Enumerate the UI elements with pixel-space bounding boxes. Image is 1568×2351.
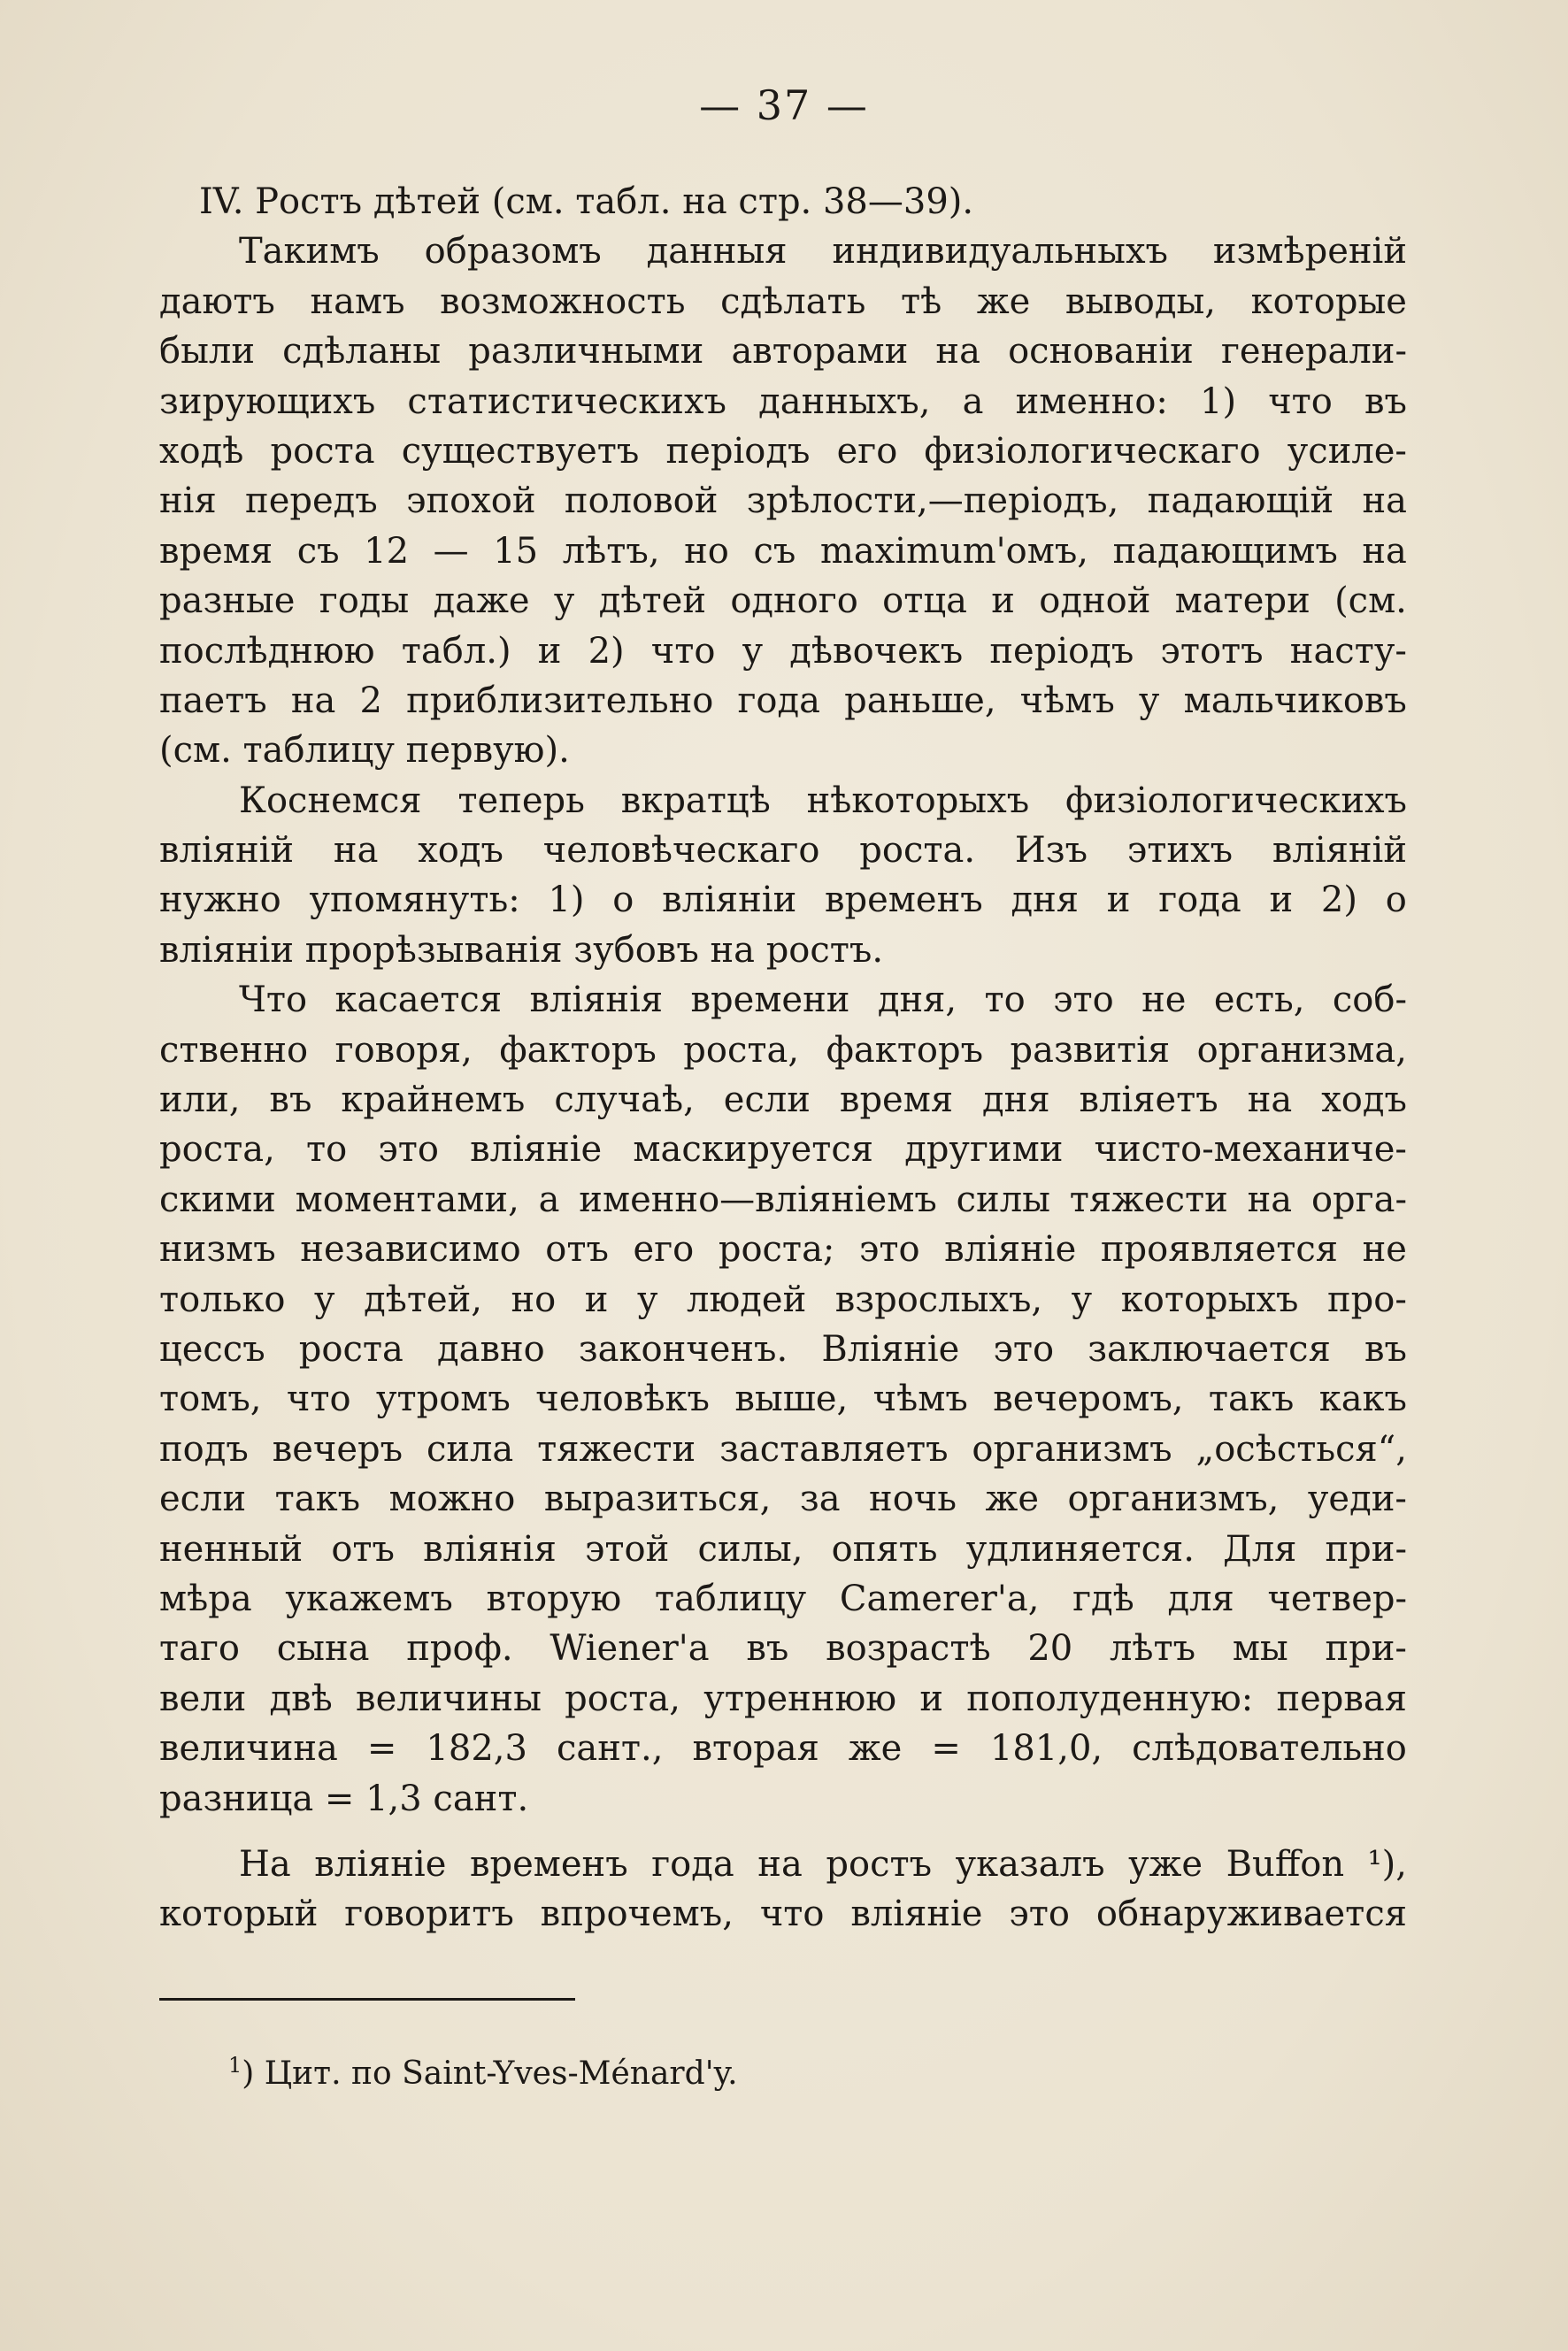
text-line: цессъ роста давно законченъ. Вліяніе это заключается въ bbox=[159, 1328, 1407, 1370]
text-line: низмъ независимо отъ его роста; это вліяніе проявляется не bbox=[159, 1229, 1407, 1271]
text-line: На вліяніе временъ года на ростъ указалъ уже Buffon ¹), bbox=[239, 1843, 1407, 1885]
footnote-text: ) Цит. по Saint-Yves-Ménard'y. bbox=[242, 2055, 738, 2092]
text-line: нія передъ эпохой половой зрѣлости,—періодъ, падающій на bbox=[159, 480, 1407, 522]
text-line: разные годы даже у дѣтей одного отца и одной матери (см. bbox=[159, 580, 1407, 622]
text-line: ненный отъ вліянія этой силы, опять удлиняется. Для при- bbox=[159, 1528, 1407, 1570]
text-line: послѣднюю табл.) и 2) что у дѣвочекъ періодъ этотъ насту- bbox=[159, 630, 1407, 672]
text-line: вліяніи прорѣзыванія зубовъ на ростъ. bbox=[159, 929, 884, 971]
text-line: паетъ на 2 приблизительно года раньше, чѣмъ у мальчиковъ bbox=[159, 680, 1407, 721]
footnote bbox=[228, 2053, 738, 2092]
text-line: нужно упомянуть: 1) о вліяніи временъ дня и года и 2) о bbox=[159, 880, 1407, 921]
text-line: роста, то это вліяніе маскируется другими чисто-механиче- bbox=[159, 1129, 1407, 1171]
text-line: зирующихъ статистическихъ данныхъ, а именно: 1) что въ bbox=[159, 380, 1407, 422]
text-line: если такъ можно выразиться, за ночь же организмъ, уеди- bbox=[159, 1479, 1407, 1520]
text-line: разница = 1,3 сант. bbox=[159, 1778, 529, 1819]
text-line: скими моментами, а именно—вліяніемъ силы тяжести на орга- bbox=[159, 1179, 1407, 1220]
text-line: который говоритъ впрочемъ, что вліяніе это обнаруживается bbox=[159, 1894, 1407, 1935]
text-line: томъ, что утромъ человѣкъ выше, чѣмъ вечеромъ, такъ какъ bbox=[159, 1379, 1407, 1420]
footnote-divider bbox=[159, 1998, 575, 2001]
text-line: вели двѣ величины роста, утреннюю и пополуденную: первая bbox=[159, 1678, 1407, 1719]
text-line: мѣра укажемъ вторую таблицу Camerer'a, гдѣ для четвер- bbox=[159, 1578, 1407, 1619]
text-line: время съ 12 — 15 лѣтъ, но съ maximum'омъ, падающимъ на bbox=[159, 530, 1407, 572]
text-line: (см. таблицу первую). bbox=[159, 730, 570, 772]
text-line: были сдѣланы различными авторами на основаніи генерали- bbox=[159, 331, 1407, 373]
text-line: Коснемся теперь вкратцѣ нѣкоторыхъ физіологическихъ bbox=[239, 780, 1407, 821]
text-line: величина = 182,3 сант., вторая же = 181,0, слѣдовательно bbox=[159, 1728, 1407, 1770]
text-line: вліяній на ходъ человѣческаго роста. Изъ этихъ вліяній bbox=[159, 830, 1407, 872]
text-line: только у дѣтей, но и у людей взрослыхъ, у которыхъ про- bbox=[159, 1279, 1407, 1320]
text-line: Такимъ образомъ данныя индивидуальныхъ измѣреній bbox=[239, 231, 1407, 273]
text-line: Что касается вліянія времени дня, то это не есть, соб- bbox=[239, 980, 1407, 1021]
text-line: таго сына проф. Wiener'a въ возрастѣ 20 лѣтъ мы при- bbox=[159, 1628, 1407, 1670]
text-line: ходѣ роста существуетъ періодъ его физіологическаго усиле- bbox=[159, 430, 1407, 472]
text-line: подъ вечеръ сила тяжести заставляетъ организмъ „осѣсться“, bbox=[159, 1428, 1407, 1470]
footnote-marker: 1 bbox=[228, 2053, 242, 2078]
text-line: ственно говоря, факторъ роста, факторъ развитія организма, bbox=[159, 1029, 1407, 1071]
text-line: даютъ намъ возможность сдѣлать тѣ же выводы, которые bbox=[159, 280, 1407, 322]
page-number: — 37 — bbox=[699, 81, 869, 129]
section-heading: IV. Ростъ дѣтей (см. табл. на стр. 38—39). bbox=[199, 181, 974, 222]
text-line: или, въ крайнемъ случаѣ, если время дня вліяетъ на ходъ bbox=[159, 1079, 1407, 1121]
body-text bbox=[159, 177, 1407, 1940]
